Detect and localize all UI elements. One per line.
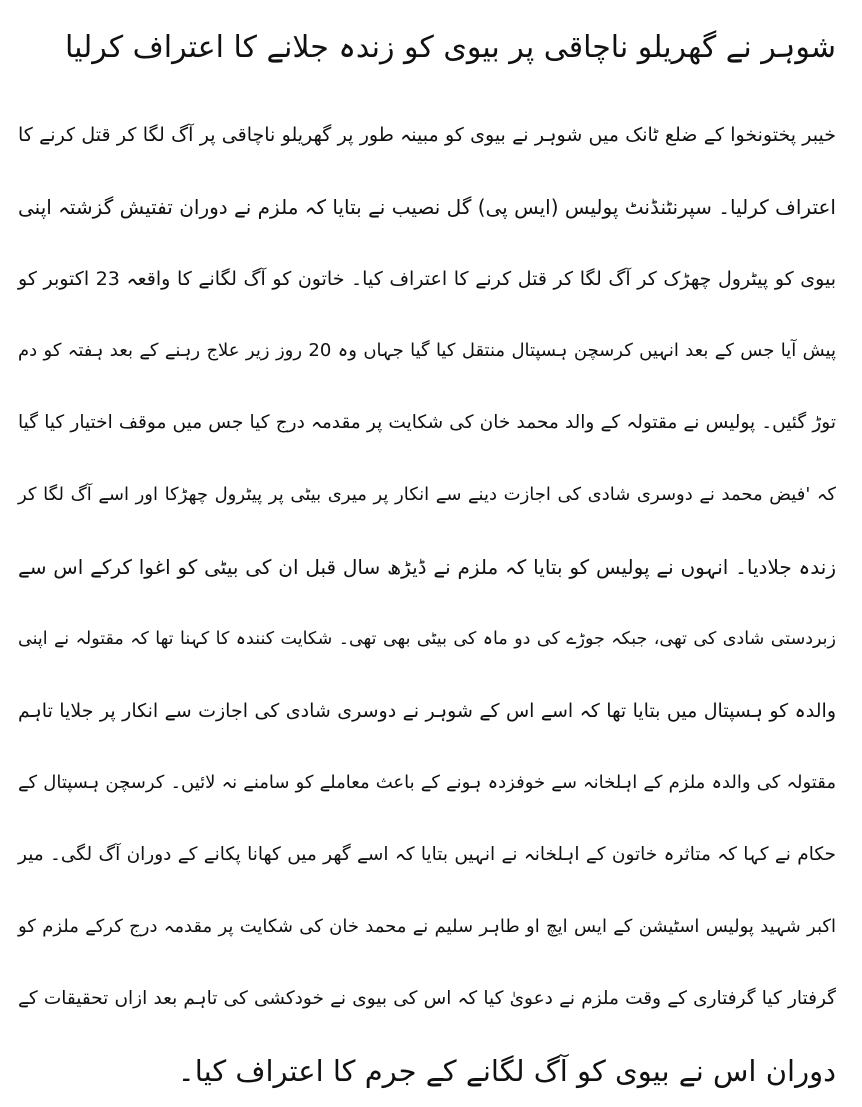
article-line: حکام نے کہا کہ متاثرہ خاتون کے اہلخانہ نے انہیں بتایا کہ اسے گھر میں کھانا پکانے کے دوران آگ لگی۔ میر [18, 844, 836, 865]
article-line: پیش آیا جس کے بعد انہیں کرسچن ہسپتال منتقل کیا گیا جہاں وہ 20 روز زیر علاج رہنے کے بعد ہفتہ کو دم [18, 340, 836, 361]
article-line: اکبر شہید پولیس اسٹیشن کے ایس ایچ او طاہر سلیم نے محمد خان کی شکایت پر مقدمہ درج کرکے ملزم کو [18, 916, 836, 937]
article-line: زبردستی شادی کی تھی، جبکہ جوڑے کی دو ماہ کی بیٹی بھی تھی۔ شکایت کنندہ کا کہنا تھا کہ مقتولہ نے اپنی [18, 629, 836, 649]
article-line: بیوی کو پیٹرول چھڑک کر آگ لگا کر قتل کرنے کا اعتراف کیا۔ خاتون کو آگ لگانے کا واقعہ 23 اکتوبر کو [18, 268, 836, 290]
article-body [18, 99, 836, 1107]
article-line: گرفتار کیا گرفتاری کے وقت ملزم نے دعویٰ کیا کہ اس کی بیوی نے خودکشی کی تاہم بعد ازاں تحقیقات کے [18, 988, 836, 1009]
article-line: زندہ جلادیا۔ انہوں نے پولیس کو بتایا کہ ملزم نے ڈیڑھ سال قبل ان کی بیٹی کو اغوا کرکے اس سے [18, 555, 837, 579]
article-line: دوران اس نے بیوی کو آگ لگانے کے جرم کا اعتراف کیا۔ [177, 1054, 836, 1088]
article-line: خیبر پختونخوا کے ضلع ٹانک میں شوہر نے بیوی کو مبینہ طور پر گھریلو ناچاقی پر آگ لگا کر قتل کرنے کا [18, 124, 836, 146]
article-line: توڑ گئیں۔ پولیس نے مقتولہ کے والد محمد خان کی شکایت پر مقدمہ درج کیا جس میں موقف اختیار کیا گیا [18, 412, 836, 433]
article-line: اعتراف کرلیا۔ سپرنٹنڈنٹ پولیس (ایس پی) گل نصیب نے بتایا کہ ملزم نے دوران تفتیش گزشتہ اپنی [17, 195, 836, 219]
article-headline: شوہر نے گھریلو ناچاقی پر بیوی کو زندہ جلانے کا اعتراف کرلیا [64, 30, 836, 65]
article-line: مقتولہ کی والدہ ملزم کے اہلخانہ سے خوفزدہ ہونے کے باعث معاملے کو سامنے نہ لائیں۔ کرسچن ہسپتال کے [18, 772, 836, 793]
article-line: والدہ کو ہسپتال میں بتایا تھا کہ اسے اس کے شوہر نے دوسری شادی کی اجازت سے انکار پر جلایا تاہم [18, 700, 836, 722]
article-line: کہ 'فیض محمد نے دوسری شادی کی اجازت دینے سے انکار پر میری بیٹی پر پیٹرول چھڑکا اور اسے آگ لگا کر [18, 484, 836, 505]
